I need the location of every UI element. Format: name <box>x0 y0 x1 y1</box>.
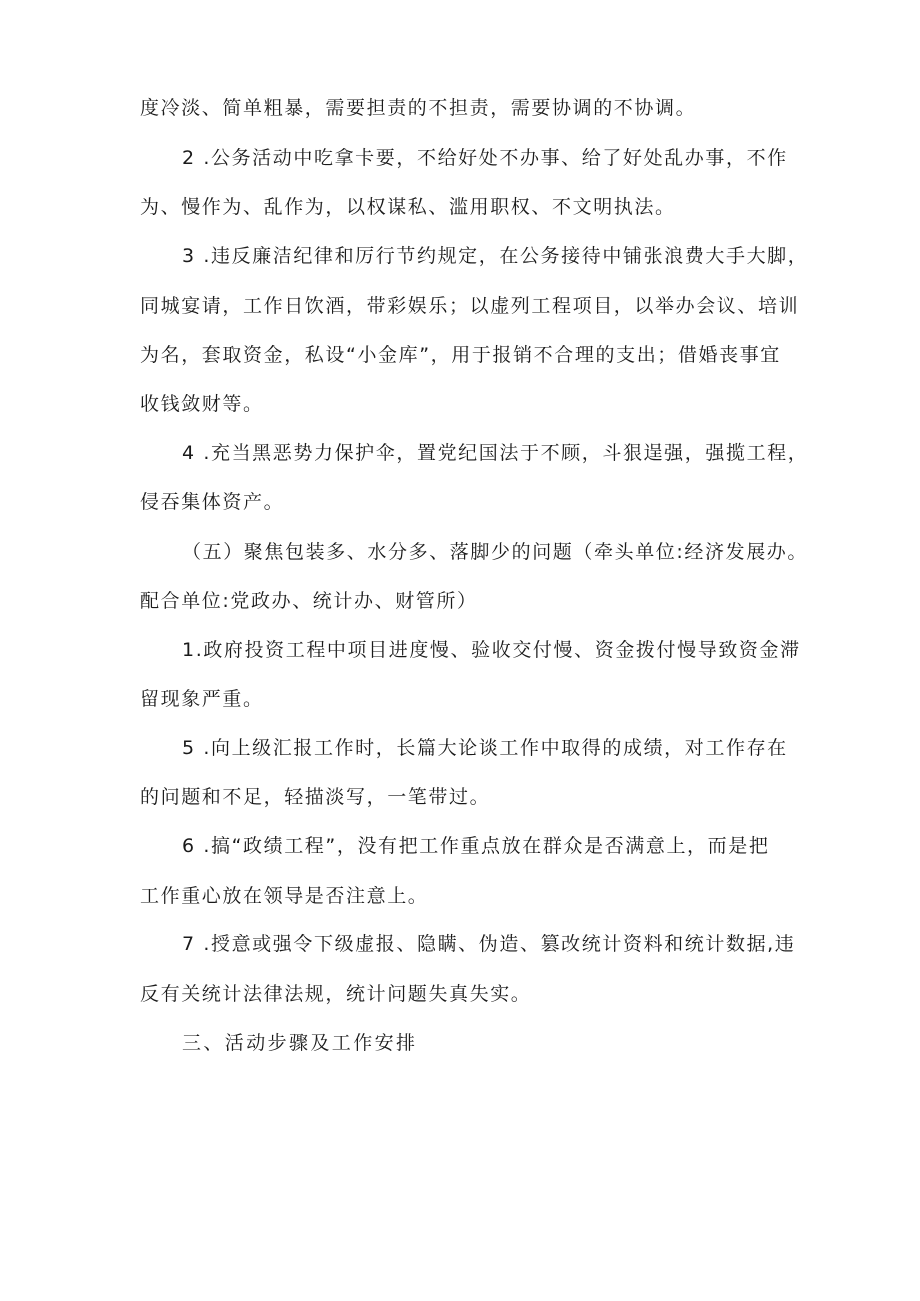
paragraph-line: 6 .搞“政绩工程”，没有把工作重点放在群众是否满意上，而是把 <box>182 835 770 857</box>
paragraph-line: 2 .公务活动中吃拿卡要，不给好处不办事、给了好处乱办事，不作 <box>182 147 788 169</box>
paragraph-line: 为名，套取资金，私设“小金库”，用于报销不合理的支出；借婚丧事宜 <box>140 344 781 366</box>
paragraph-line: 的问题和不足，轻描淡写，一笔带过。 <box>140 786 491 808</box>
paragraph-line: 收钱敛财等。 <box>140 393 264 415</box>
paragraph-line: 4 .充当黑恶势力保护伞，置党纪国法于不顾，斗狠逞强，强揽工程， <box>182 442 809 464</box>
paragraph-line: 侵吞集体资产。 <box>140 491 285 513</box>
paragraph-line: 反有关统计法律法规，统计问题失真失实。 <box>140 983 532 1005</box>
paragraph-line: 3 .违反廉洁纪律和厉行节约规定，在公务接待中铺张浪费大手大脚， <box>182 245 809 267</box>
paragraph-line: 为、慢作为、乱作为，以权谋私、滥用职权、不文明执法。 <box>140 196 676 218</box>
section-heading: 三、活动步骤及工作安排 <box>182 1032 418 1054</box>
section-subheading: （五）聚焦包装多、水分多、落脚少的问题（牵头单位:经济发展办。 <box>182 541 809 563</box>
section-subheading: 配合单位:党政办、统计办、财管所） <box>140 590 478 612</box>
paragraph-line: 工作重心放在领导是否注意上。 <box>140 885 429 907</box>
paragraph-line: 5 .向上级汇报工作时，长篇大论谈工作中取得的成绩，对工作存在 <box>182 737 788 759</box>
paragraph-line: 7 .授意或强令下级虚报、隐瞒、伪造、篡改统计资料和统计数据,违 <box>182 933 796 955</box>
paragraph-line: 度冷淡、简单粗暴，需要担责的不担责，需要协调的不协调。 <box>140 97 697 119</box>
paragraph-line: 1.政府投资工程中项目进度慢、验收交付慢、资金拨付慢导致资金滞 <box>182 639 801 661</box>
paragraph-line: 同城宴请，工作日饮酒，带彩娱乐；以虚列工程项目，以举办会议、培训 <box>140 295 800 317</box>
paragraph-line: 留现象严重。 <box>140 688 264 710</box>
